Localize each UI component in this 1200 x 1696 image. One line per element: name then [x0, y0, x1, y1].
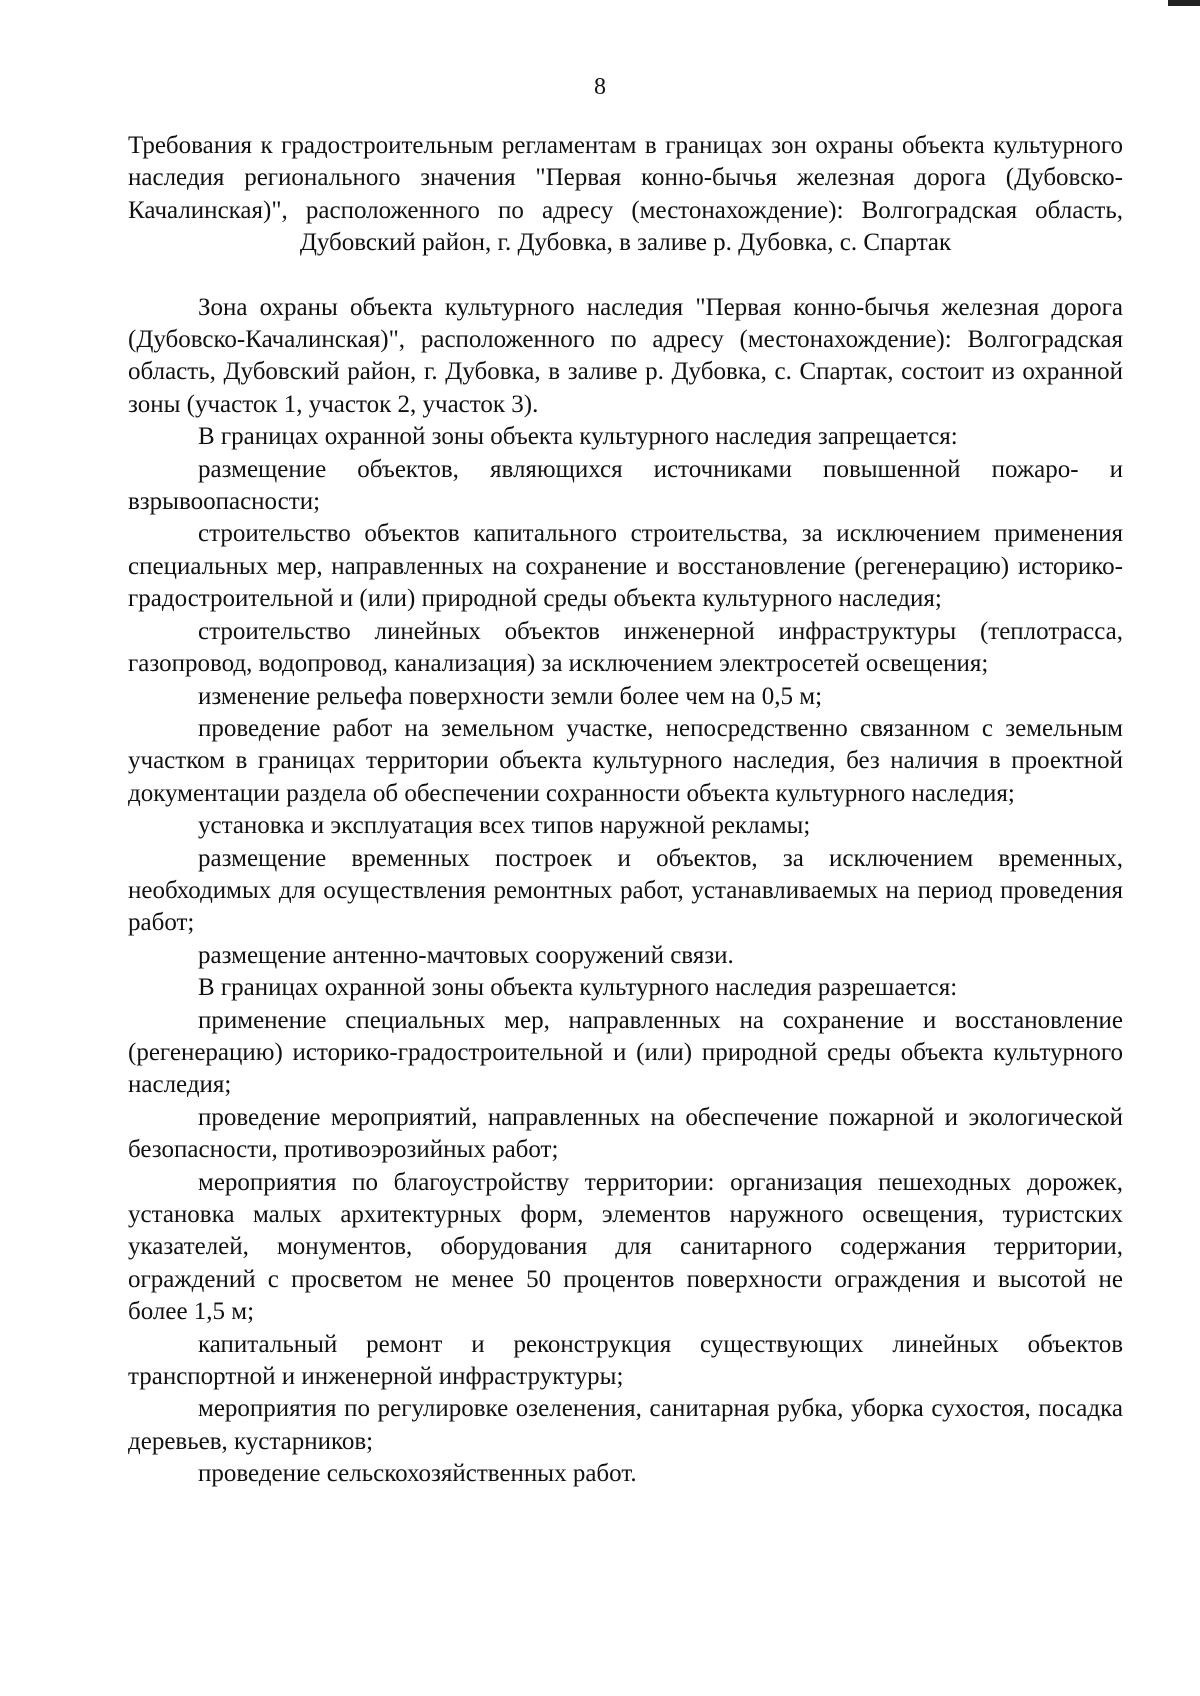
paragraph-prohibited-antenna: размещение антенно-мачтовых сооружений связи. — [198, 941, 734, 969]
paragraph-allowed-repair: капитальный ремонт и реконструкция существующих линейных объектов транспортной и инженерной инфраструктуры; — [128, 1330, 1123, 1391]
paragraph-prohibited-land-works: проведение работ на земельном участке, непосредственно связанном с земельным участком в границах территории объекта культурного наследия, без наличия в проектной документации раздела об обеспечении сохранности объекта культурного наследия; — [128, 714, 1123, 807]
paragraph-prohibited-advertising: установка и эксплуатация всех типов наружной рекламы; — [198, 812, 811, 840]
paragraph-allowed-safety-measures: проведение мероприятий, направленных на обеспечение пожарной и экологической безопасности, противоэрозийных работ; — [128, 1103, 1123, 1164]
heading-spacer — [128, 260, 1123, 292]
page-number: 8 — [594, 74, 606, 100]
paragraph-allowed-landscaping: мероприятия по благоустройству территории: организация пешеходных дорожек, установка малых архитектурных форм, элементов наружного освещения, туристских указателей, монументов, оборудования для санитарного содержания территории, ограждений с просветом не менее 50 процентов поверхности ограждения и высотой не более 1,5 м; — [128, 1168, 1123, 1326]
paragraph-prohibited-intro: В границах охранной зоны объекта культурного наследия запрещается: — [198, 423, 958, 451]
paragraph-allowed-special-measures: применение специальных мер, направленных на сохранение и восстановление (регенерацию) историко-градостроительной и (или) природной среды объекта культурного наследия; — [128, 1006, 1123, 1099]
paragraph-prohibited-relief-change: изменение рельефа поверхности земли более чем на 0,5 м; — [198, 682, 823, 710]
paragraph-prohibited-temporary-buildings: размещение временных построек и объектов, за исключением временных, необходимых для осуществления ремонтных работ, устанавливаемых на период проведения работ; — [128, 844, 1123, 937]
scan-edge-mark — [1168, 0, 1200, 6]
paragraph-zone-composition: Зона охраны объекта культурного наследия "Первая конно-бычья железная дорога (Дубовско-Качалинская)", расположенного по адресу (местонахождение): Волгоградская область, Дубовский район, г. Дубовка, в заливе р. Дубовка, с. Спартак, состоит из охранной зоны (участок 1, участок 2, участок 3). — [128, 293, 1123, 418]
paragraph-prohibited-capital-construction: строительство объектов капитального строительства, за исключением применения специальных мер, направленных на сохранение и восстановление (регенерацию) историко-градостроительной и (или) природной среды объекта культурного наследия; — [128, 520, 1123, 613]
paragraph-allowed-agriculture: проведение сельскохозяйственных работ. — [198, 1460, 637, 1488]
paragraph-prohibited-fire-hazard: размещение объектов, являющихся источниками повышенной пожаро- и взрывоопасности; — [128, 455, 1123, 516]
document-body — [128, 130, 1123, 1491]
paragraph-allowed-greenery: мероприятия по регулировке озеленения, санитарная рубка, уборка сухостоя, посадка деревьев, кустарников; — [128, 1395, 1123, 1455]
paragraph-allowed-intro: В границах охранной зоны объекта культурного наследия разрешается: — [198, 974, 958, 1002]
document-heading: Требования к градостроительным регламентам в границах зон охраны объекта культурного наследия регионального значения "Первая конно-бычья железная дорога (Дубовско-Качалинская)", расположенного по адресу (местонахождение): Волгоградская область, Дубовский район, г. Дубовка, в заливе р. Дубовка, с. Спартак — [128, 132, 1123, 257]
paragraph-prohibited-linear-objects: строительство линейных объектов инженерной инфраструктуры (теплотрасса, газопровод, водопровод, канализация) за исключением электросетей освещения; — [128, 617, 1123, 678]
